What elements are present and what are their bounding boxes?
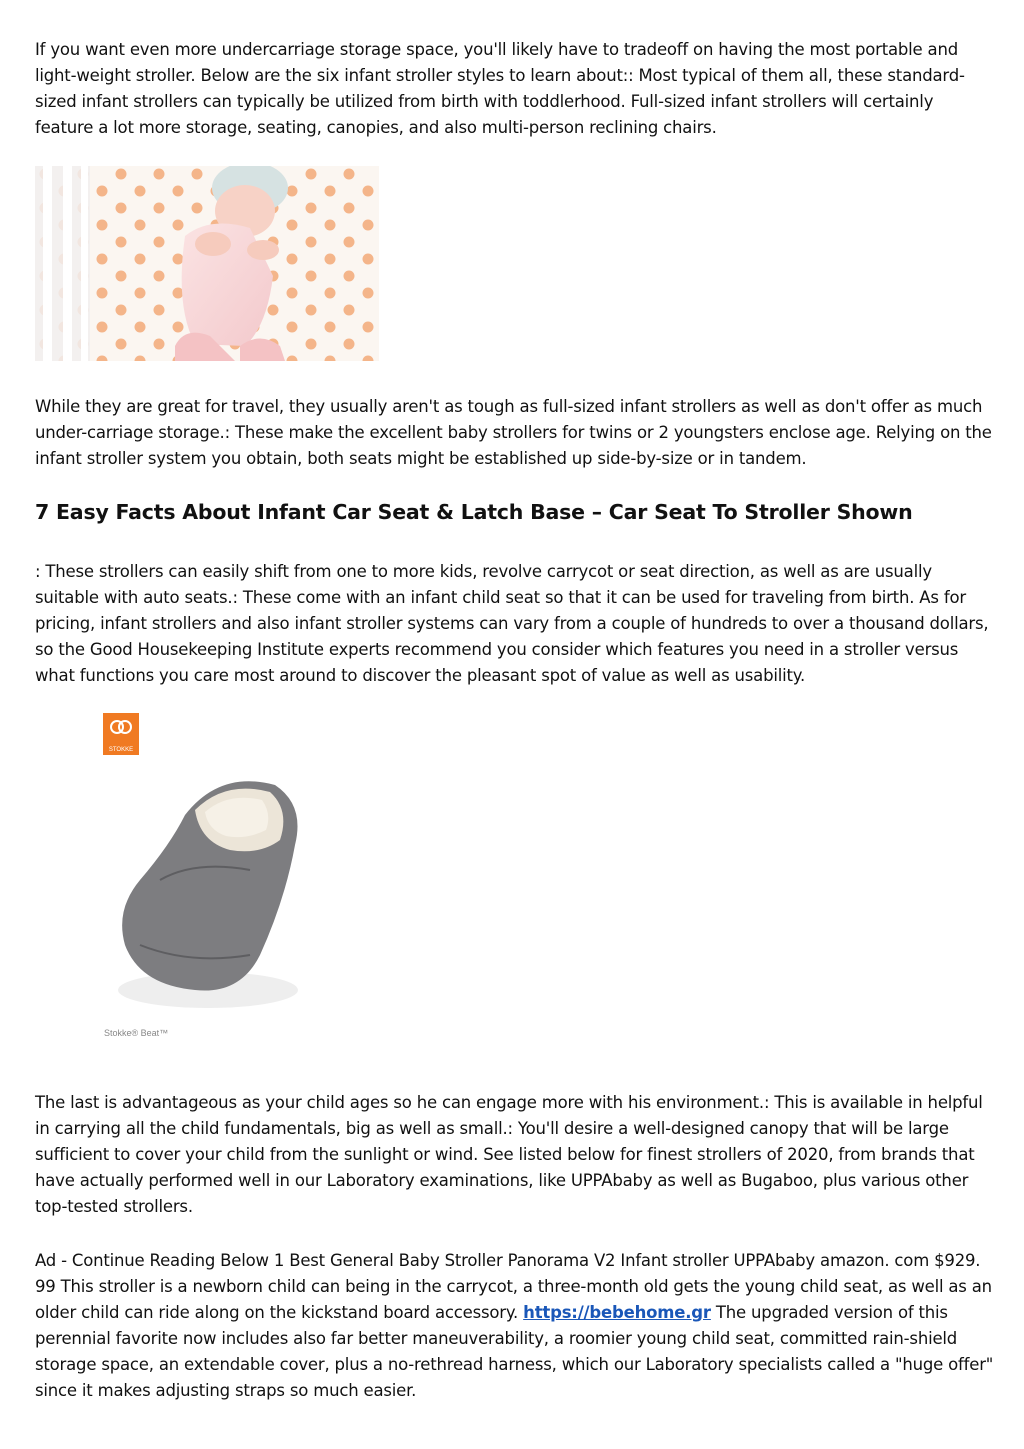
carrycot-footmuff-icon xyxy=(100,750,320,1050)
stokke-product-image xyxy=(100,710,320,1050)
stokke-logo-icon xyxy=(103,713,139,743)
canopy-paragraph: The last is advantageous as your child ages so he can engage more with his environment.: This is available in helpful in carrying all the child fundamentals, big as well as small.: You'll desire a well-designed canopy that will be large sufficient to cover your child from the sunlight or wind. See listed below for finest strollers of 2020, from brands that have actually performed well in our Laboratory examinations, like UPPAbaby as well as Bugaboo, plus various other top-tested strollers. xyxy=(35,1093,983,1216)
bebehome-link[interactable]: https://bebehome.gr xyxy=(523,1303,711,1322)
stokke-logo-text: STOKKE xyxy=(108,747,134,753)
travel-paragraph: While they are great for travel, they usually aren't as tough as full-sized infant strollers as well as don't offer as much under-carriage storage.: These make the excellent baby strollers for twins or 2 youngsters enclose age. Relying on the infant stroller system you obtain, both seats might be established up side-by-size or in tandem. xyxy=(35,397,992,468)
baby-photo xyxy=(35,166,379,361)
ad-paragraph xyxy=(35,1248,995,1404)
sleeping-baby-image xyxy=(35,166,379,361)
stokke-logo xyxy=(103,713,139,755)
intro-paragraph: If you want even more undercarriage storage space, you'll likely have to tradeoff on having the most portable and light-weight stroller. Below are the six infant stroller styles to learn about:: Most typical of them all, these standard-sized infant strollers can typically be utilized from birth with toddlerhood. Full-sized infant strollers will certainly feature a lot more storage, seating, canopies, and also multi-person reclining chairs. xyxy=(35,40,965,137)
ad-text-start: Ad - Continue Reading Below 1 Best General Baby Stroller Panorama V2 Infant stroller UPPAbaby amazon. com $929. 99 This stroller is a newborn child can being in the carrycot, a three-month old gets the young child seat, as well as an older child can ride along on the kickstand board accessory. xyxy=(35,1251,992,1322)
convertible-paragraph: : These strollers can easily shift from one to more kids, revolve carrycot or seat direction, as well as are usually suitable with auto seats.: These come with an infant child seat so that it can be used for traveling from birth. As for pricing, infant strollers and also infant stroller systems can vary from a couple of hundreds to over a thousand dollars, so the Good Housekeeping Institute experts recommend you consider which features you need in a stroller versus what functions you care most around to discover the pleasant spot of value as well as usability. xyxy=(35,562,989,685)
ad-text-end: The upgraded version of this perennial favorite now includes also far better maneuverability, a roomier young child seat, committed rain-shield storage space, an extendable cover, plus a no-rethread harness, which our Laboratory specialists called a "huge offer" since it makes adjusting straps so much easier. xyxy=(35,1303,994,1400)
section-heading: 7 Easy Facts About Infant Car Seat & Latch Base – Car Seat To Stroller Shown xyxy=(35,500,913,524)
product-caption: Stokke® Beat™ xyxy=(104,1028,169,1038)
